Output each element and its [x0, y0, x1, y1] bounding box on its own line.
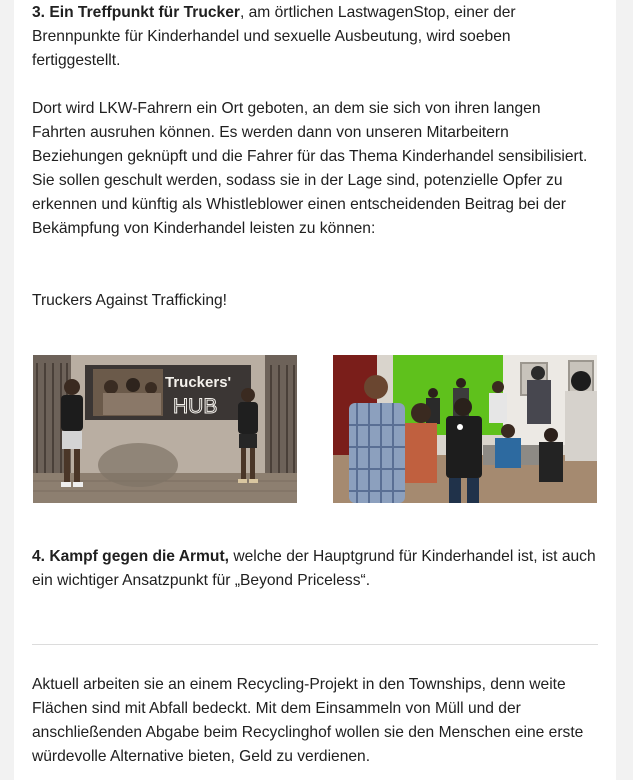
section3-intro — [32, 1, 598, 73]
section4-heading: 4. Kampf gegen die Armut, — [32, 548, 229, 565]
sign-text-truckers: Truckers' — [165, 374, 232, 391]
section3-intro-text: , am örtlichen LastwagenStop, einer der Brennpunkte für Kinderhandel und sexuelle Ausbeutung, wird soeben fertiggestellt. — [32, 4, 516, 69]
recycling-paragraph: Aktuell arbeiten sie an einem Recycling-Projekt in den Townships, denn weite Flächen sind mit Abfall bedeckt. Mit dem Einsammeln von Müll und der anschließenden Abgabe beim Recyclinghof wollen sie den Menschen eine erste würdevolle Alternative bieten, Geld zu verdienen. — [32, 676, 584, 765]
section4-text: welche der Hauptgrund für Kinderhandel ist, ist auch ein wichtiger Ansatzpunkt für „Beyond Priceless“. — [32, 548, 596, 589]
newsletter-content — [14, 0, 616, 780]
truckers-hub-photo — [33, 355, 297, 503]
section3-slogan: Truckers Against Trafficking! — [32, 292, 227, 309]
content-divider — [32, 644, 598, 645]
section3-paragraph: Dort wird LKW-Fahrern ein Ort geboten, an dem sie sich von ihren langen Fahrten ausruhen können. Es werden dann von unseren Mitarbeitern Beziehungen geknüpft und die Fahrer für das Thema Kinderhandel sensibilisiert. Sie sollen geschult werden, sodass sie in der Lage sind, potenzielle Opfer zu erkennen und künftig als Whistleblower einen entscheidenden Beitrag bei der Bekämpfung von Kinderhandel leisten zu können: — [32, 100, 588, 237]
group-meeting-photo — [333, 355, 597, 503]
section4-paragraph — [32, 545, 598, 593]
section3-heading: 3. Ein Treffpunkt für Trucker — [32, 4, 240, 21]
sign-text-hub: HUB — [173, 395, 218, 418]
